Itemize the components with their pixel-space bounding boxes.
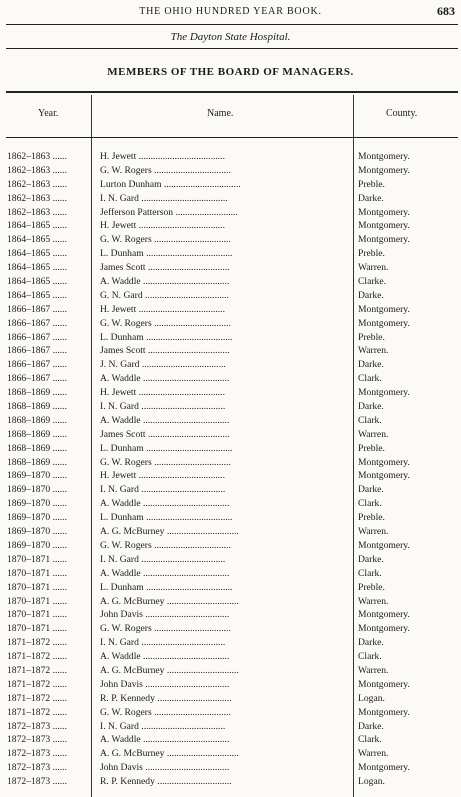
cell-county: Warren. (358, 345, 389, 357)
cell-county: Darke. (358, 192, 384, 204)
cell-county: Clarke. (358, 276, 386, 288)
cell-county: Preble. (358, 512, 385, 524)
cell-name: I. N. Gard ................................... (100, 637, 226, 649)
cell-name: James Scott .................................. (100, 345, 230, 357)
table-row (0, 289, 461, 303)
cell-name: James Scott .................................. (100, 428, 230, 440)
cell-county: Montgomery. (358, 470, 410, 482)
cell-county: Montgomery. (358, 678, 410, 690)
cell-county: Warren. (358, 748, 389, 760)
cell-name: G. W. Rogers ................................ (100, 317, 231, 329)
table-row (0, 775, 461, 789)
cell-name: H. Jewett .................................... (100, 151, 225, 162)
table-row (0, 317, 461, 331)
table-row (0, 511, 461, 525)
cell-year: 1862–1863 ...... (7, 206, 67, 218)
table-row (0, 206, 461, 220)
cell-year: 1869–1870 ...... (7, 470, 67, 482)
column-header-rule (6, 137, 458, 138)
cell-year: 1870–1871 ...... (7, 609, 67, 621)
table-row (0, 219, 461, 233)
table-row (0, 400, 461, 414)
cell-year: 1870–1871 ...... (7, 595, 67, 607)
cell-county: Montgomery. (358, 623, 410, 635)
cell-name: A. G. McBurney .............................. (100, 526, 239, 538)
table-row (0, 428, 461, 442)
cell-name: John Davis ................................... (100, 762, 230, 774)
cell-year: 1866–1867 ...... (7, 359, 67, 371)
table-row (0, 636, 461, 650)
cell-county: Warren. (358, 526, 389, 538)
cell-name: Lurton Dunham ................................ (100, 178, 241, 190)
table-row (0, 525, 461, 539)
cell-year: 1864–1865 ...... (7, 289, 67, 301)
cell-name: J. N. Gard ................................... (100, 359, 226, 371)
cell-name: A. G. McBurney .............................. (100, 664, 239, 676)
cell-county: Preble. (358, 331, 385, 343)
cell-name: A. Waddle .................................... (100, 734, 230, 746)
table-row (0, 344, 461, 358)
cell-year: 1869–1870 ...... (7, 498, 67, 510)
cell-name: G. W. Rogers ................................ (100, 623, 231, 635)
cell-name: John Davis ................................... (100, 609, 230, 621)
table-row (0, 497, 461, 511)
cell-county: Clark. (358, 373, 382, 385)
cell-county: Warren. (358, 262, 389, 274)
table-row (0, 469, 461, 483)
cell-county: Montgomery. (358, 387, 410, 399)
cell-year: 1872–1873 ...... (7, 762, 67, 774)
table-row (0, 692, 461, 706)
column-header-county: County. (386, 108, 418, 119)
cell-name: I. N. Gard ................................... (100, 553, 226, 565)
cell-county: Logan. (358, 692, 385, 704)
cell-county: Clark. (358, 414, 382, 426)
table-row (0, 358, 461, 372)
cell-county: Preble. (358, 581, 385, 593)
cell-name: G. W. Rogers ................................ (100, 234, 231, 246)
cell-county: Preble. (358, 248, 385, 260)
running-head (0, 6, 461, 20)
cell-year: 1866–1867 ...... (7, 345, 67, 357)
cell-year: 1862–1863 ...... (7, 192, 67, 204)
cell-year: 1871–1872 ...... (7, 692, 67, 704)
cell-name: L. Dunham .................................... (100, 331, 233, 343)
cell-year: 1866–1867 ...... (7, 317, 67, 329)
table-row (0, 261, 461, 275)
cell-county: Montgomery. (358, 317, 410, 329)
cell-county: Montgomery. (358, 539, 410, 551)
cell-year: 1864–1865 ...... (7, 234, 67, 246)
cell-county: Darke. (358, 484, 384, 496)
table-row (0, 761, 461, 775)
cell-county: Preble. (358, 442, 385, 454)
cell-county: Darke. (358, 359, 384, 371)
cell-name: A. Waddle .................................... (100, 567, 230, 579)
page-number: 683 (437, 4, 455, 18)
table-row (0, 581, 461, 595)
table-row (0, 303, 461, 317)
cell-name: L. Dunham .................................... (100, 442, 233, 454)
cell-year: 1866–1867 ...... (7, 303, 67, 315)
cell-name: John Davis ................................... (100, 678, 230, 690)
cell-year: 1871–1872 ...... (7, 637, 67, 649)
table-row (0, 567, 461, 581)
table-row (0, 275, 461, 289)
cell-year: 1870–1871 ...... (7, 553, 67, 565)
cell-year: 1870–1871 ...... (7, 623, 67, 635)
cell-county: Montgomery. (358, 706, 410, 718)
table-row (0, 233, 461, 247)
cell-year: 1868–1869 ...... (7, 387, 67, 399)
running-title: THE OHIO HUNDRED YEAR BOOK. (139, 6, 322, 17)
header-rule-top (6, 24, 458, 25)
cell-name: A. G. McBurney .............................. (100, 595, 239, 607)
cell-name: R. P. Kennedy ............................... (100, 692, 232, 704)
cell-county: Darke. (358, 401, 384, 413)
cell-name: I. N. Gard ................................... (100, 484, 226, 496)
cell-name: A. Waddle .................................... (100, 414, 230, 426)
cell-year: 1868–1869 ...... (7, 428, 67, 440)
cell-county: Darke. (358, 289, 384, 301)
table-row (0, 192, 461, 206)
cell-county: Montgomery. (358, 456, 410, 468)
cell-year: 1868–1869 ...... (7, 414, 67, 426)
cell-county: Montgomery. (358, 234, 410, 246)
cell-year: 1872–1873 ...... (7, 748, 67, 760)
cell-name: G. W. Rogers ................................ (100, 539, 231, 551)
cell-name: H. Jewett .................................... (100, 470, 225, 482)
cell-year: 1871–1872 ...... (7, 706, 67, 718)
table-row (0, 553, 461, 567)
cell-name: A. Waddle .................................... (100, 276, 230, 288)
table-row (0, 608, 461, 622)
table-row (0, 539, 461, 553)
cell-county: Montgomery. (358, 303, 410, 315)
cell-county: Montgomery. (358, 762, 410, 774)
cell-name: Jefferson Patterson .......................... (100, 206, 238, 218)
table-row (0, 247, 461, 261)
cell-year: 1864–1865 ...... (7, 248, 67, 260)
cell-year: 1862–1863 ...... (7, 178, 67, 190)
table-row (0, 414, 461, 428)
cell-county: Clark. (358, 498, 382, 510)
cell-year: 1870–1871 ...... (7, 581, 67, 593)
table-row (0, 706, 461, 720)
table-row (0, 178, 461, 192)
cell-name: A. Waddle .................................... (100, 651, 230, 663)
cell-year: 1864–1865 ...... (7, 220, 67, 232)
cell-name: James Scott .................................. (100, 262, 230, 274)
table-row (0, 483, 461, 497)
cell-name: A. Waddle .................................... (100, 498, 230, 510)
table-row (0, 720, 461, 734)
table-row (0, 456, 461, 470)
cell-county: Montgomery. (358, 609, 410, 621)
cell-county: Preble. (358, 178, 385, 190)
cell-year: 1868–1869 ...... (7, 401, 67, 413)
cell-year: 1872–1873 ...... (7, 734, 67, 746)
cell-year: 1872–1873 ...... (7, 776, 67, 788)
table-row (0, 747, 461, 761)
cell-county: Darke. (358, 637, 384, 649)
cell-county: Darke. (358, 553, 384, 565)
table-row (0, 650, 461, 664)
cell-year: 1869–1870 ...... (7, 512, 67, 524)
cell-name: I. N. Gard .................................... (100, 192, 228, 204)
cell-name: L. Dunham .................................... (100, 248, 233, 260)
table-row (0, 595, 461, 609)
table-row (0, 331, 461, 345)
cell-year: 1870–1871 ...... (7, 567, 67, 579)
cell-name: A. G. McBurney .............................. (100, 748, 239, 760)
table-title: MEMBERS OF THE BOARD OF MANAGERS. (107, 66, 354, 78)
cell-year: 1869–1870 ...... (7, 539, 67, 551)
cell-year: 1872–1873 ...... (7, 720, 67, 732)
cell-year: 1864–1865 ...... (7, 276, 67, 288)
cell-year: 1862–1863 ...... (7, 164, 67, 176)
cell-year: 1871–1872 ...... (7, 678, 67, 690)
table-row (0, 733, 461, 747)
table-row (0, 386, 461, 400)
cell-name: H. Jewett .................................... (100, 303, 225, 315)
cell-name: L. Dunham .................................... (100, 512, 233, 524)
cell-name: I. N. Gard ................................... (100, 401, 226, 413)
cell-year: 1864–1865 ...... (7, 262, 67, 274)
cell-year: 1862–1863 ...... (7, 151, 67, 162)
cell-year: 1866–1867 ...... (7, 373, 67, 385)
cell-county: Warren. (358, 428, 389, 440)
cell-county: Clark. (358, 734, 382, 746)
cell-year: 1868–1869 ...... (7, 456, 67, 468)
table-row (0, 622, 461, 636)
cell-county: Darke. (358, 720, 384, 732)
cell-name: G. W. Rogers ................................ (100, 164, 231, 176)
cell-county: Warren. (358, 664, 389, 676)
header-rule-bottom (6, 48, 458, 49)
cell-year: 1869–1870 ...... (7, 484, 67, 496)
cell-name: H. Jewett .................................... (100, 220, 225, 232)
cell-county: Montgomery. (358, 151, 410, 162)
cell-county: Clark. (358, 567, 382, 579)
cell-year: 1869–1870 ...... (7, 526, 67, 538)
table-rule-top (6, 91, 458, 93)
table-row (0, 164, 461, 178)
cell-county: Montgomery. (358, 206, 410, 218)
cell-name: G. N. Gard ................................... (100, 289, 229, 301)
table-row (0, 664, 461, 678)
column-header-name: Name. (207, 108, 234, 119)
cell-name: L. Dunham .................................... (100, 581, 233, 593)
table-row (0, 678, 461, 692)
table-row (0, 150, 461, 164)
cell-name: G. W. Rogers ................................ (100, 456, 231, 468)
institution-heading: The Dayton State Hospital. (170, 31, 291, 43)
cell-name: R. P. Kennedy ............................... (100, 776, 232, 788)
table-row (0, 442, 461, 456)
cell-year: 1868–1869 ...... (7, 442, 67, 454)
cell-county: Clark. (358, 651, 382, 663)
cell-county: Montgomery. (358, 164, 410, 176)
cell-county: Warren. (358, 595, 389, 607)
cell-county: Logan. (358, 776, 385, 788)
cell-name: A. Waddle .................................... (100, 373, 230, 385)
table-row (0, 372, 461, 386)
cell-name: G. W. Rogers ................................ (100, 706, 231, 718)
cell-name: H. Jewett .................................... (100, 387, 225, 399)
cell-year: 1871–1872 ...... (7, 651, 67, 663)
cell-year: 1866–1867 ...... (7, 331, 67, 343)
cell-year: 1871–1872 ...... (7, 664, 67, 676)
cell-name: I. N. Gard ................................... (100, 720, 226, 732)
column-header-year: Year. (38, 108, 59, 119)
board-members-table (0, 150, 461, 789)
cell-county: Montgomery. (358, 220, 410, 232)
